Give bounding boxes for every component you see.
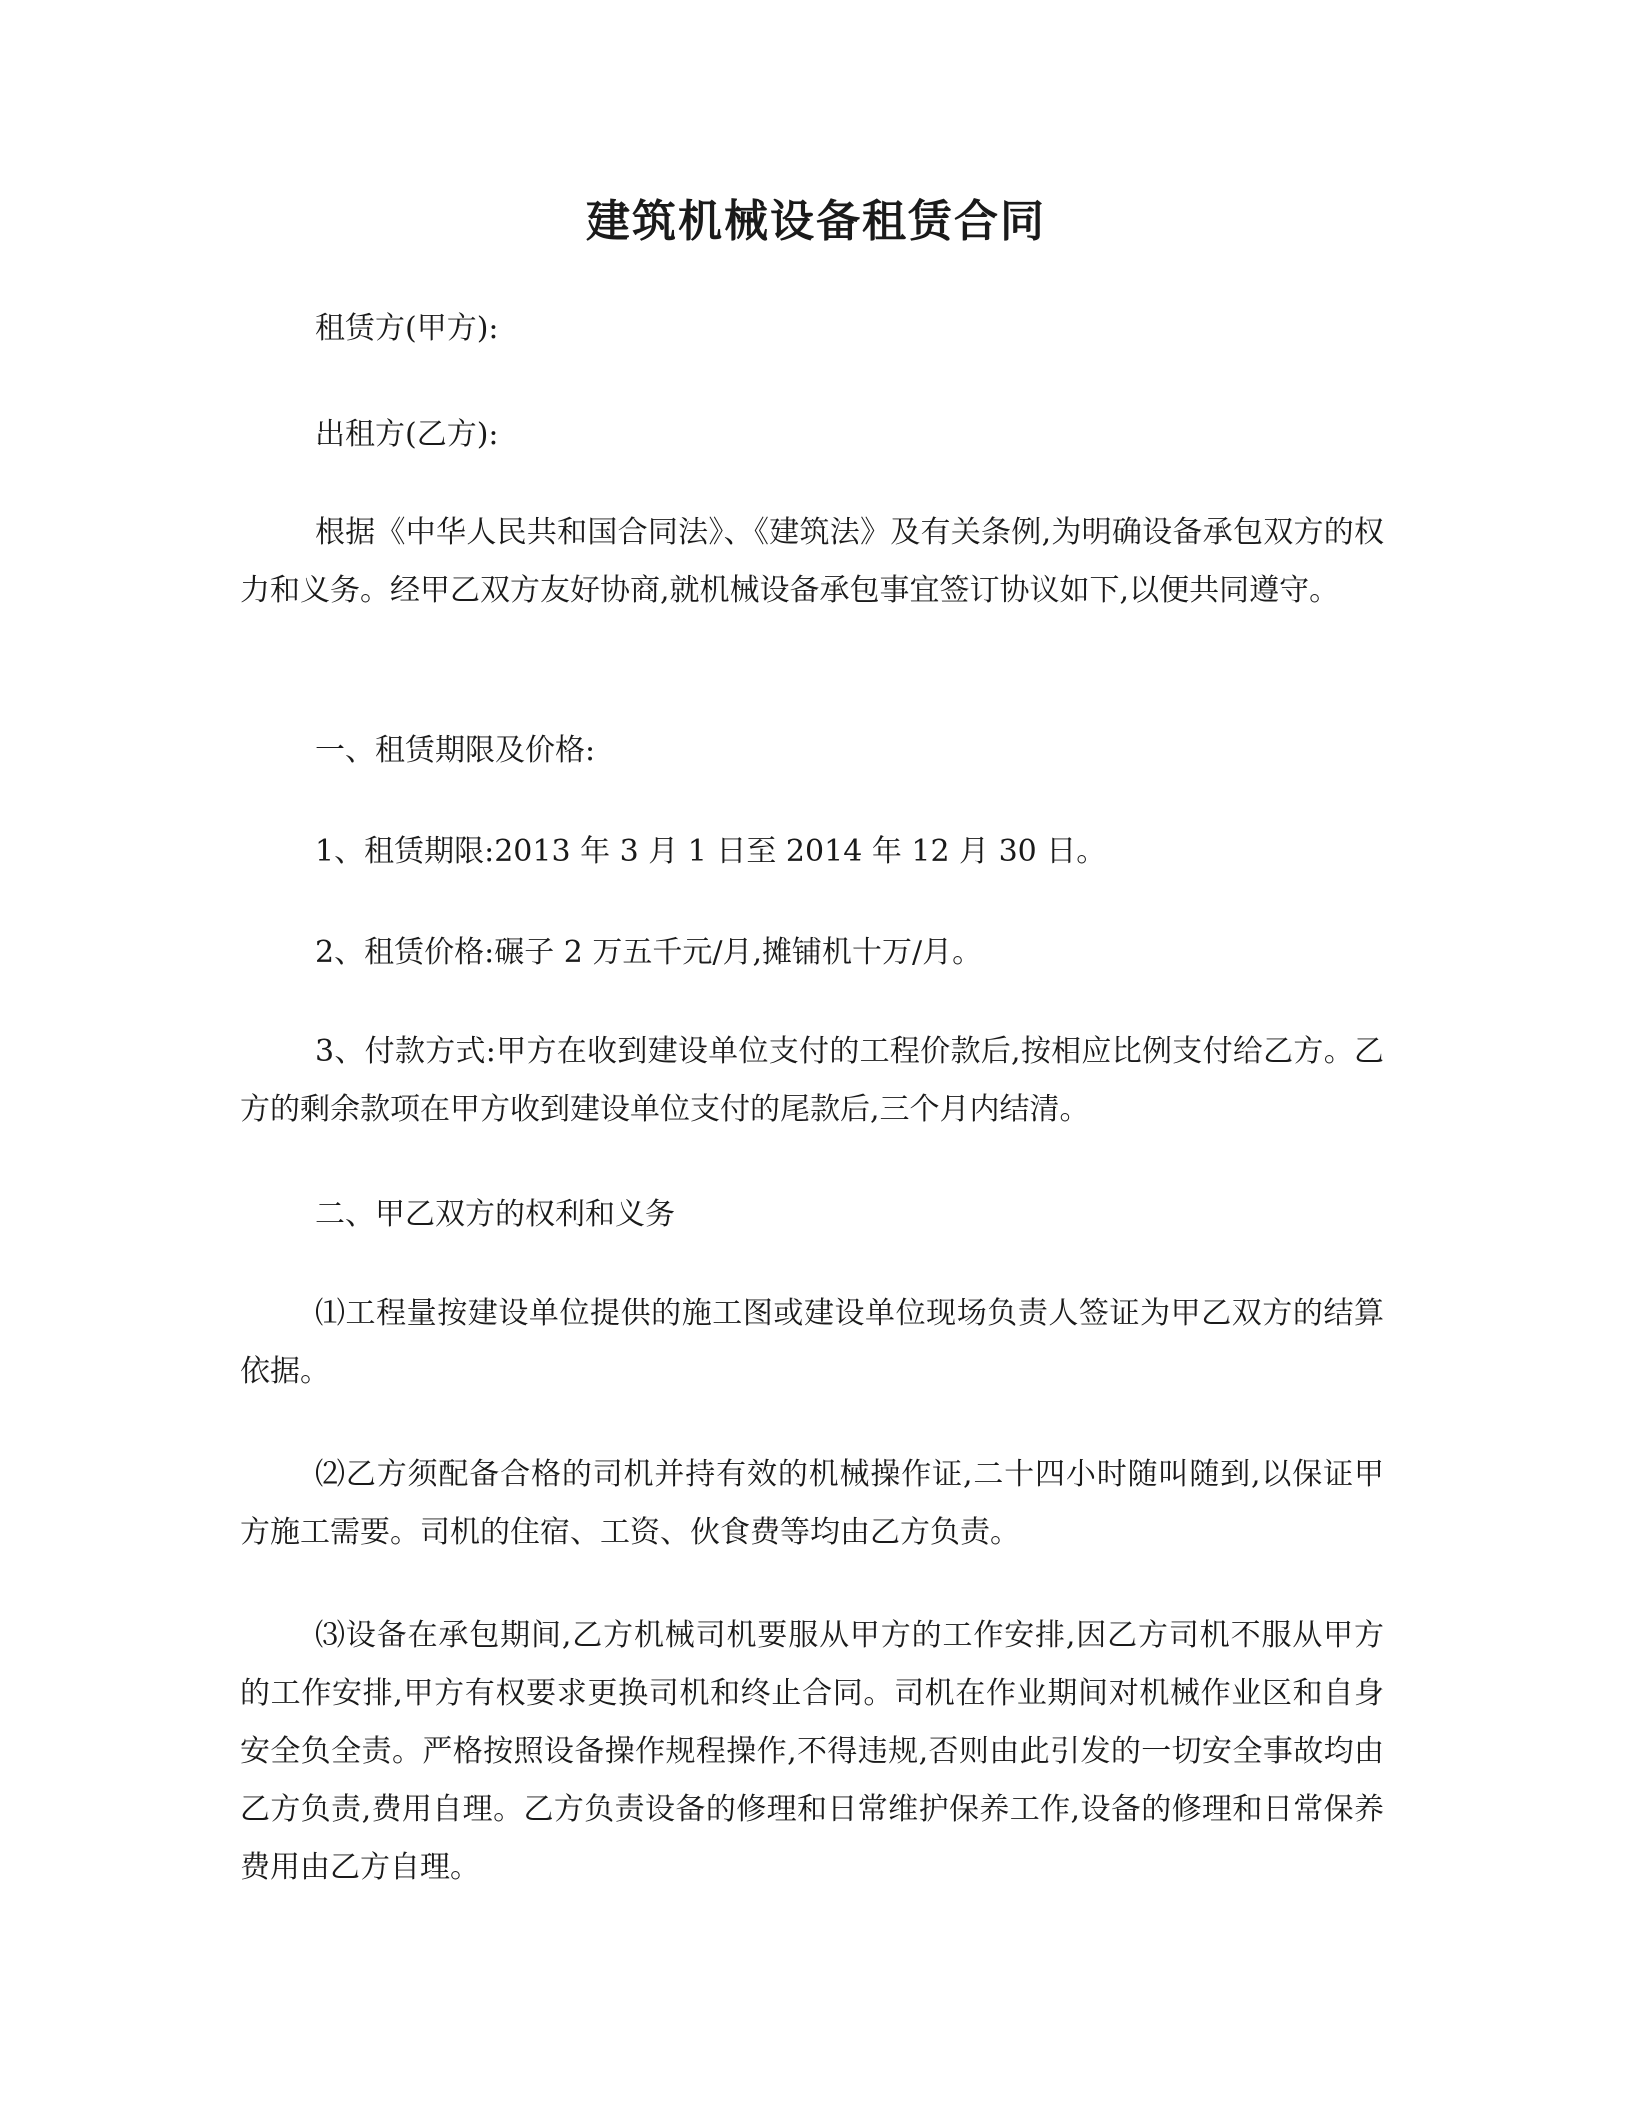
lessor-label: 出租方(乙方): [315, 417, 499, 452]
section1-item3: 3、付款方式:甲方在收到建设单位支付的工程价款后,按相应比例支付给乙方。乙方的剩余款项在甲方收到建设单位支付的尾款后,三个月内结清。 [240, 1034, 1384, 1127]
section1-heading: 一、租赁期限及价格: [315, 733, 596, 768]
section1-item2: 2、租赁价格:碾子 2 万五千元/月,摊铺机十万/月。 [315, 935, 983, 970]
document-title: 建筑机械设备租赁合同 [586, 196, 1046, 247]
lessee-label: 租赁方(甲方): [315, 311, 499, 346]
section2-clause1: ⑴工程量按建设单位提供的施工图或建设单位现场负责人签证为甲乙双方的结算依据。 [240, 1296, 1384, 1389]
section2-clause2: ⑵乙方须配备合格的司机并持有效的机械操作证,二十四小时随叫随到,以保证甲方施工需要。司机的住宿、工资、伙食费等均由乙方负责。 [240, 1457, 1384, 1550]
section2-clause3: ⑶设备在承包期间,乙方机械司机要服从甲方的工作安排,因乙方司机不服从甲方的工作安排,甲方有权要求更换司机和终止合同。司机在作业期间对机械作业区和自身安全负全责。严格按照设备操作规程操作,不得违规,否则由此引发的一切安全事故均由乙方负责,费用自理。乙方负责设备的修理和日常维护保养工作,设备的修理和日常保养费用由乙方自理。 [240, 1618, 1384, 1885]
section2-heading: 二、甲乙双方的权利和义务 [315, 1197, 675, 1232]
preamble-paragraph: 根据《中华人民共和国合同法》、《建筑法》及有关条例,为明确设备承包双方的权力和义务。经甲乙双方友好协商,就机械设备承包事宜签订协议如下,以便共同遵守。 [240, 515, 1384, 608]
section1-item1: 1、租赁期限:2013 年 3 月 1 日至 2014 年 12 月 30 日。 [315, 834, 1107, 869]
